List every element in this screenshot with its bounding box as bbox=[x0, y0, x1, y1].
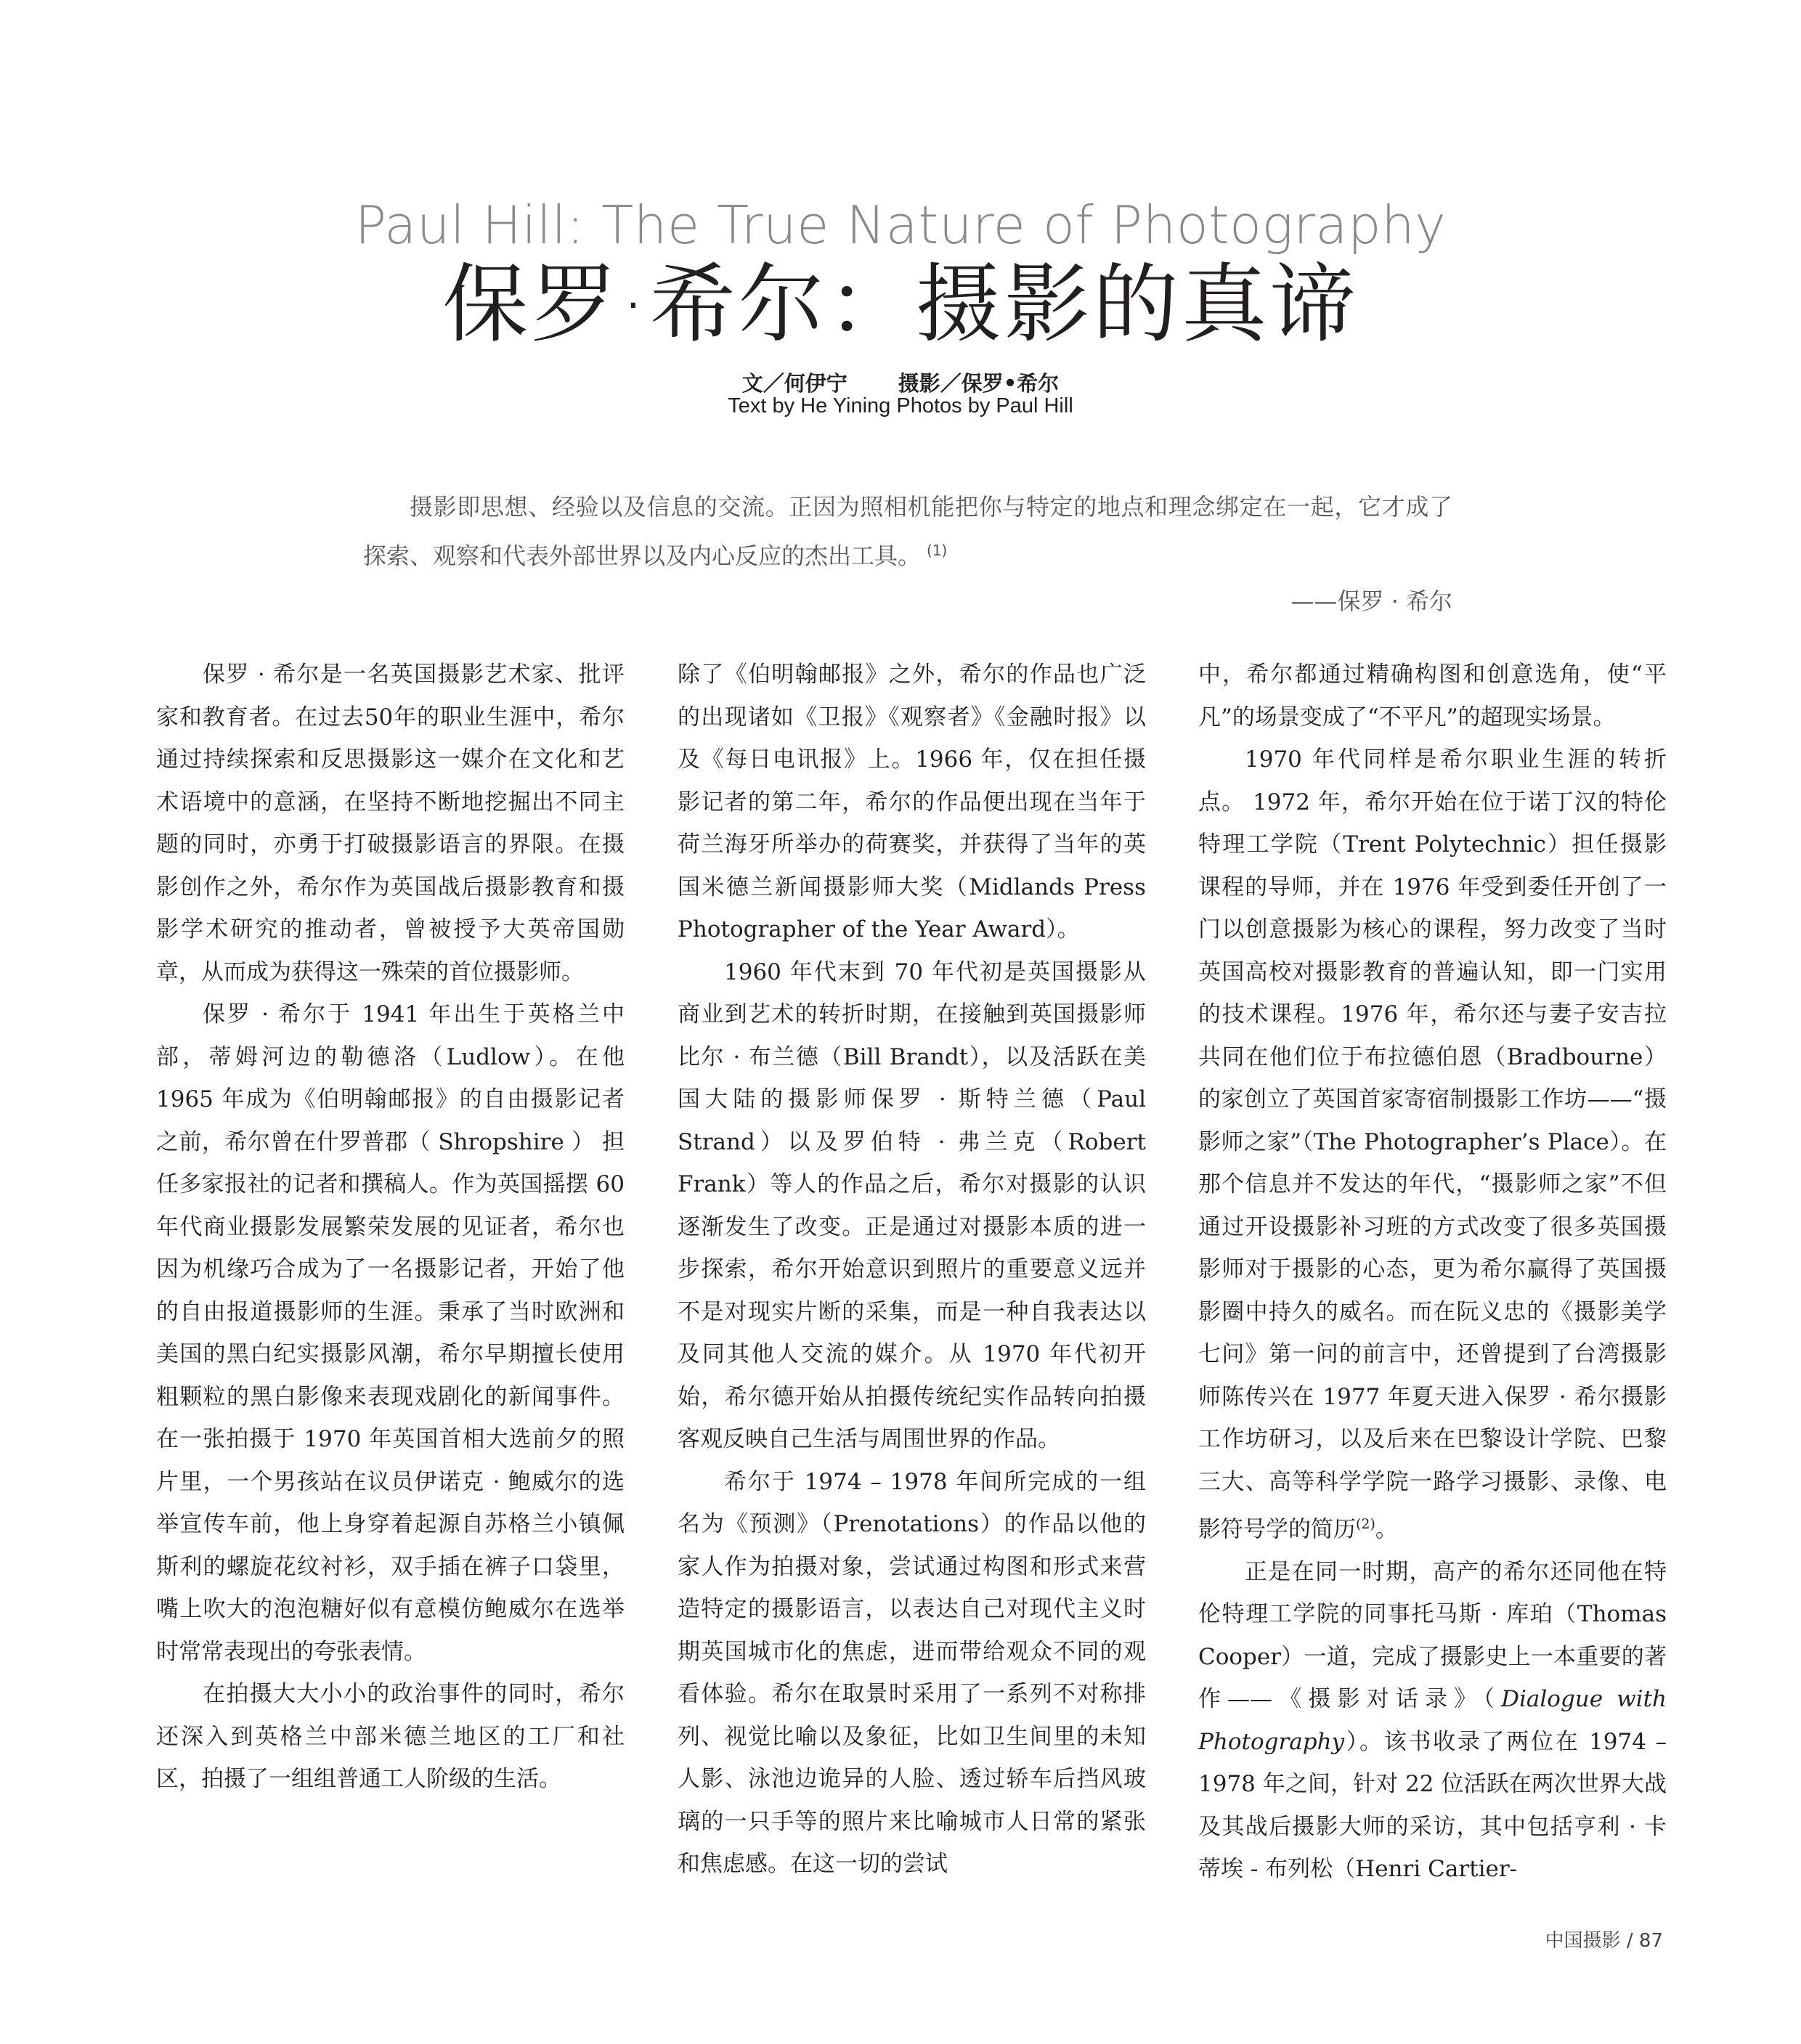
paragraph-end: 。 bbox=[1375, 1516, 1398, 1543]
footnote-ref-1: (1) bbox=[927, 542, 948, 559]
epigraph-text: 摄影即思想、经验以及信息的交流。正因为照相机能把你与特定的地点和理念绑定在一起，它才成了探索、观察和代表外部世界以及内心反应的杰出工具。 bbox=[363, 493, 1452, 570]
footnote-ref-2: (2) bbox=[1356, 1516, 1375, 1532]
paragraph: 除了《伯明翰邮报》之外，希尔的作品也广泛的出现诸如《卫报》《观察者》《金融时报》以及《每日电讯报》上。1966 年，仅在担任摄影记者的第二年，希尔的作品便出现在当年于荷兰海牙所举办的荷赛奖，并获得了当年的英国米德兰新闻摄影师大奖（Midlands Press Photographer of the Year Award）。 bbox=[678, 661, 1146, 942]
epigraph-paragraph bbox=[363, 485, 1452, 578]
text-column-3 bbox=[1198, 653, 1667, 1891]
paragraph: 保罗 · 希尔是一名英国摄影艺术家、批评家和教育者。在过去50年的职业生涯中，希尔通过持续探索和反思摄影这一媒介在文化和艺术语境中的意涵，在坚持不断地挖掘出不同主题的同时，亦勇于打破摄影语言的界限。在摄影创作之外，希尔作为英国战后摄影教育和摄影学术研究的推动者，曾被授予大英帝国勋章，从而成为获得这一殊荣的首位摄影师。 bbox=[156, 661, 625, 985]
text-column-2 bbox=[678, 653, 1146, 1886]
paragraph bbox=[1198, 738, 1667, 1551]
paragraph: 希尔于 1974 – 1978 年间所完成的一组名为《预测》（Prenotations）的作品以他的家人作为拍摄对象，尝试通过构图和形式来营造特定的摄影语言，以表达自己对现代主义时期英国城市化的焦虑，进而带给观众不同的观看体验。希尔在取景时采用了一系列不对称排列、视觉比喻以及象征，比如卫生间里的未知人影、泳池边诡异的人脸、透过轿车后挡风玻璃的一只手等的照片来比喻城市人日常的紧张和焦虑感。在这一切的尝试 bbox=[678, 1468, 1146, 1877]
book-title-italic: Dialogue with Photography bbox=[1198, 1686, 1667, 1755]
epigraph-quote bbox=[363, 485, 1452, 623]
paragraph-text: 正是在同一时期，高产的希尔还同他在特伦特理工学院的同事托马斯 · 库珀（Thomas Cooper）一道，完成了摄影史上一本重要的著作——《摄影对话录》（ bbox=[1198, 1558, 1667, 1713]
byline-photographer: 摄影／保罗•希尔 bbox=[898, 371, 1060, 396]
title-chinese: 保罗·希尔：摄影的真谛 bbox=[442, 254, 1359, 354]
byline-chinese bbox=[0, 367, 1801, 397]
paragraph-text: ）。该书收录了两位在 1974 – 1978 年之间，针对 22 位活跃在两次世界大战及其战后摄影大师的采访，其中包括亨利 · 卡蒂埃 - 布列松（Henri Cartier- bbox=[1198, 1728, 1667, 1883]
paragraph bbox=[1198, 1551, 1667, 1891]
paragraph: 在拍摄大大小小的政治事件的同时，希尔还深入到英格兰中部米德兰地区的工厂和社区，拍摄了一组组普通工人阶级的生活。 bbox=[156, 1681, 625, 1792]
paragraph: 中，希尔都通过精确构图和创意选角，使“平凡”的场景变成了“不平凡”的超现实场景。 bbox=[1198, 661, 1667, 730]
paragraph: 1960 年代末到 70 年代初是英国摄影从商业到艺术的转折时期，在接触到英国摄影师比尔 · 布兰德（Bill Brandt），以及活跃在美国大陆的摄影师保罗 · 斯特兰德（Paul Strand）以及罗伯特 · 弗兰克（Robert Frank）等人的作品之后，希尔对摄影的认识逐渐发生了改变。正是通过对摄影本质的进一步探索，希尔开始意识到照片的重要意义远并不是对现实片断的采集，而是一种自我表达以及同其他人交流的媒介。从 1970 年代初开始，希尔德开始从拍摄传统纪实作品转向拍摄客观反映自己生活与周围世界的作品。 bbox=[678, 958, 1146, 1452]
byline-english: Text by He Yining Photos by Paul Hill bbox=[728, 394, 1073, 418]
title-english: Paul Hill: The True Nature of Photography bbox=[354, 195, 1447, 256]
text-column-1 bbox=[156, 653, 625, 1801]
paragraph: 保罗 · 希尔于 1941 年出生于英格兰中部，蒂姆河边的勒德洛（Ludlow）。在他 1965 年成为《伯明翰邮报》的自由摄影记者之前，希尔曾在什罗普郡（ Shropshire ） 担任多家报社的记者和撰稿人。作为英国摇摆 60 年代商业摄影发展繁荣发展的见证者，希尔也因为机缘巧合成为了一名摄影记者，开始了他的自由报道摄影师的生涯。秉承了当时欧洲和美国的黑白纪实摄影风潮，希尔早期擅长使用粗颗粒的黑白影像来表现戏剧化的新闻事件。在一张拍摄于 1970 年英国首相大选前夕的照片里，一个男孩站在议员伊诺克 · 鲍威尔的选举宣传车前，他上身穿着起源自苏格兰小镇佩斯利的螺旋花纹衬衫，双手插在裤子口袋里，嘴上吹大的泡泡糖好似有意模仿鲍威尔在选举时常常表现出的夸张表情。 bbox=[156, 1001, 625, 1665]
epigraph-attribution: ——保罗 · 希尔 bbox=[1290, 587, 1452, 615]
byline-author: 文／何伊宁 bbox=[741, 371, 847, 396]
paragraph-text: 1970 年代同样是希尔职业生涯的转折点。 1972 年，希尔开始在位于诺丁汉的特伦特理工学院（Trent Polytechnic）担任摄影课程的导师，并在 1976 年受到委任开创了一门以创意摄影为核心的课程，努力改变了当时英国高校对摄影教育的普遍认知，即一门实用的技术课程。1976 年，希尔还与妻子安吉拉共同在他们位于布拉德伯恩（Bradbourne）的家创立了英国首家寄宿制摄影工作坊——“摄影师之家”（The Photographer’s Place）。在那个信息并不发达的年代，“摄影师之家”不但通过开设摄影补习班的方式改变了很多英国摄影师对于摄影的心态，更为希尔赢得了英国摄影圈中持久的威名。而在阮义忠的《摄影美学七问》第一问的前言中，还曾提到了台湾摄影师陈传兴在 1977 年夏天进入保罗 · 希尔摄影工作坊研习，以及后来在巴黎设计学院、巴黎三大、高等科学学院一路学习摄影、录像、电影符号学的简历 bbox=[1198, 746, 1667, 1543]
page-footer: 中国摄影 / 87 bbox=[1545, 1930, 1663, 1952]
